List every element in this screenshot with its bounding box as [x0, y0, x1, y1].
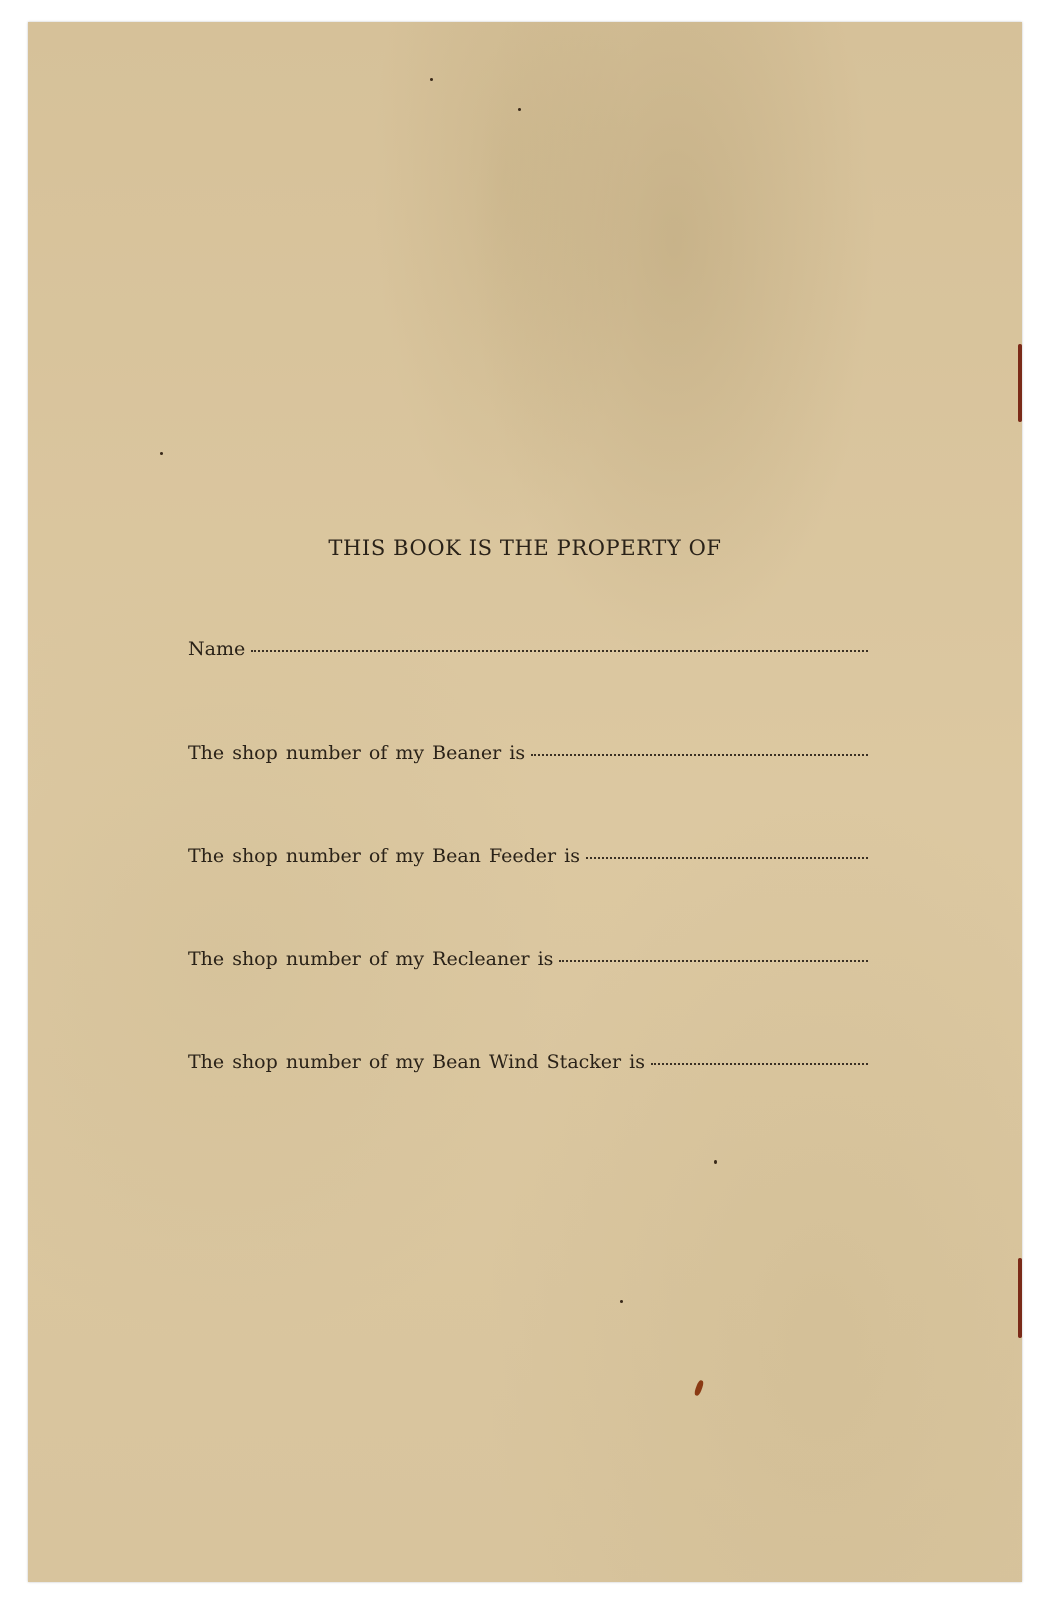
paper-speck [620, 1300, 623, 1303]
recleaner-blank-line[interactable] [559, 959, 868, 962]
beaner-shop-number-field[interactable] [188, 742, 868, 764]
recleaner-shop-number-field[interactable] [188, 948, 868, 970]
beaner-label: The shop number of my Beaner is [188, 742, 526, 764]
paper-speck [430, 78, 433, 81]
name-blank-line[interactable] [251, 649, 868, 652]
paper-speck [518, 108, 521, 111]
name-field[interactable] [188, 638, 868, 660]
rust-stain [693, 1379, 704, 1396]
paper-speck [714, 1160, 717, 1164]
bean-wind-stacker-shop-number-field[interactable] [188, 1051, 868, 1073]
bean-feeder-shop-number-field[interactable] [188, 845, 868, 867]
bean-wind-stacker-blank-line[interactable] [651, 1062, 868, 1065]
book-page [28, 22, 1022, 1582]
paper-speck [160, 452, 163, 455]
recleaner-label: The shop number of my Recleaner is [188, 948, 554, 970]
bean-wind-stacker-label: The shop number of my Bean Wind Stacker is [188, 1051, 645, 1073]
staple-bottom [1018, 1258, 1022, 1338]
bean-feeder-label: The shop number of my Bean Feeder is [188, 845, 580, 867]
staple-top [1018, 344, 1022, 422]
beaner-blank-line[interactable] [531, 753, 868, 756]
bean-feeder-blank-line[interactable] [586, 856, 868, 859]
name-label: Name [188, 638, 246, 660]
ownership-heading: THIS BOOK IS THE PROPERTY OF [328, 536, 722, 560]
